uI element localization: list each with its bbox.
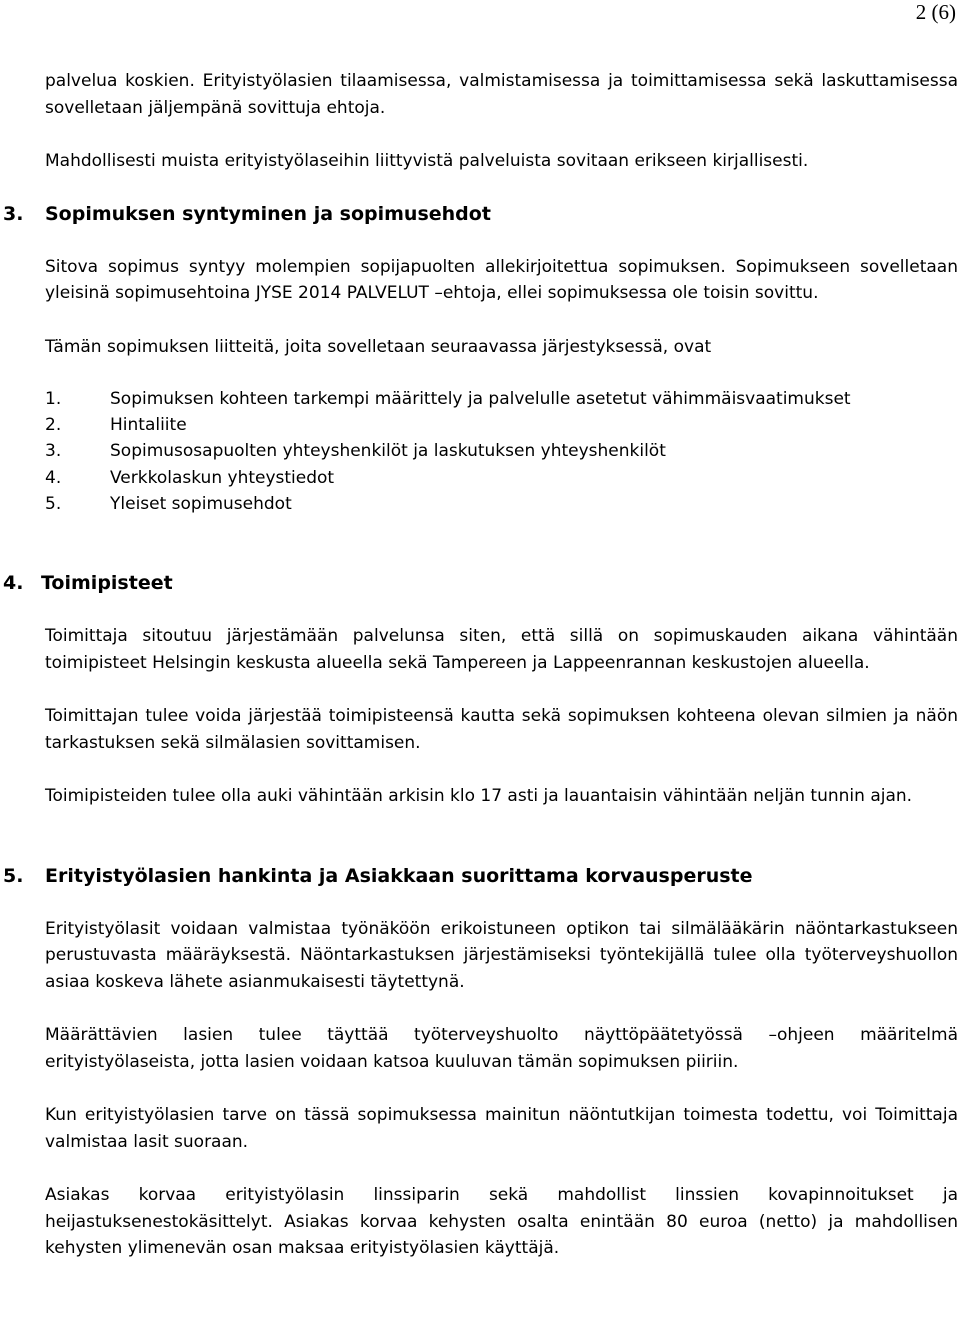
list-item-text: Sopimusosapuolten yhteyshenkilöt ja laskutuksen yhteyshenkilöt (110, 441, 666, 462)
page-number: 2 (6) (915, 0, 956, 24)
section-3-heading (3, 201, 958, 227)
intro-paragraph-2: Mahdollisesti muista erityistyölaseihin liittyvistä palveluista sovitaan erikseen kirjallisesti. (45, 151, 809, 171)
attachments-list (45, 386, 958, 517)
intro-paragraph-1: palvelua koskien. Erityistyölasien tilaamisessa, valmistamisessa ja toimittamisessa sekä laskuttamisessa sovelletaan jäljempänä sovittuja ehtoja. (45, 71, 958, 118)
list-item-text: Sopimuksen kohteen tarkempi määrittely ja palvelulle asetetut vähimmäisvaatimukset (110, 389, 851, 409)
list-item-number: 3. (45, 441, 62, 462)
section-4-paragraph-2: Toimittajan tulee voida järjestää toimipisteensä kautta sekä sopimuksen kohteena olevan silmien ja näön tarkastuksen sekä silmälasien sovittamisen. (45, 706, 958, 753)
section-3-title: Sopimuksen syntyminen ja sopimusehdot (45, 202, 491, 225)
section-4-paragraph-3: Toimipisteiden tulee olla auki vähintään arkisin klo 17 asti ja lauantaisin vähintään neljän tunnin ajan. (45, 786, 913, 807)
list-item (45, 465, 958, 491)
document-body (3, 68, 958, 1262)
list-item (45, 491, 958, 517)
list-item-number: 1. (45, 389, 62, 409)
section-5-paragraph-4: Asiakas korvaa erityistyölasin linssiparin sekä mahdollist linssien kovapinnoitukset ja heijastuksenestokäsittelyt. Asiakas korvaa kehysten osalta enintään 80 euroa (netto) ja mahdollisen kehysten ylimenevän osan maksaa erityistyölasien käyttäjä. (45, 1185, 958, 1259)
list-item (45, 412, 958, 438)
list-item-number: 2. (45, 415, 62, 436)
section-3-paragraph-1: Sitova sopimus syntyy molempien sopijapuolten allekirjoitettua sopimuksen. Sopimukseen sovelletaan yleisinä sopimusehtoina JYSE 2014 PALVELUT –ehtoja, ellei sopimuksessa ole toisin sovittu. (45, 256, 958, 303)
list-item-number: 5. (45, 493, 62, 514)
list-item-number: 4. (45, 467, 62, 488)
section-5-paragraph-2: Määrättävien lasien tulee täyttää työterveyshuolto näyttöpäätetyössä –ohjeen määritelmä erityistyölaseista, jotta lasien voidaan katsoa kuuluvan tämän sopimuksen piiriin. (45, 1025, 958, 1072)
list-item (45, 438, 958, 464)
list-item (45, 386, 958, 412)
list-item-text: Yleiset sopimusehdot (110, 493, 292, 514)
section-4-heading (3, 570, 958, 596)
section-3-paragraph-2: Tämän sopimuksen liitteitä, joita sovelletaan seuraavassa järjestyksessä, ovat (45, 336, 712, 357)
section-5-paragraph-1: Erityistyölasit voidaan valmistaa työnäköön erikoistuneen optikon tai silmälääkärin näöntarkastukseen perustuvasta määräyksestä. Näöntarkastuksen järjestämiseksi työntekijällä tulee olla työterveyshuollon asiaa koskeva lähete asianmukaisesti täytettynä. (45, 918, 958, 992)
section-5-number: 5. (3, 864, 24, 887)
section-5-heading (3, 863, 958, 889)
section-3-number: 3. (3, 202, 24, 225)
section-4-paragraph-1: Toimittaja sitoutuu järjestämään palvelunsa siten, että sillä on sopimuskauden aikana vähintään toimipisteet Helsingin keskusta alueella sekä Tampereen ja Lappeenrannan keskustojen alueella. (45, 626, 958, 673)
list-item-text: Hintaliite (110, 415, 187, 436)
list-item-text: Verkkolaskun yhteystiedot (110, 467, 335, 488)
section-5-title: Erityistyölasien hankinta ja Asiakkaan suorittama korvausperuste (45, 864, 753, 887)
section-4-number: 4. (3, 572, 24, 595)
section-5-paragraph-3: Kun erityistyölasien tarve on tässä sopimuksessa mainitun näöntutkijan toimesta todettu, voi Toimittaja valmistaa lasit suoraan. (45, 1105, 958, 1152)
section-4-title: Toimipisteet (41, 572, 173, 595)
